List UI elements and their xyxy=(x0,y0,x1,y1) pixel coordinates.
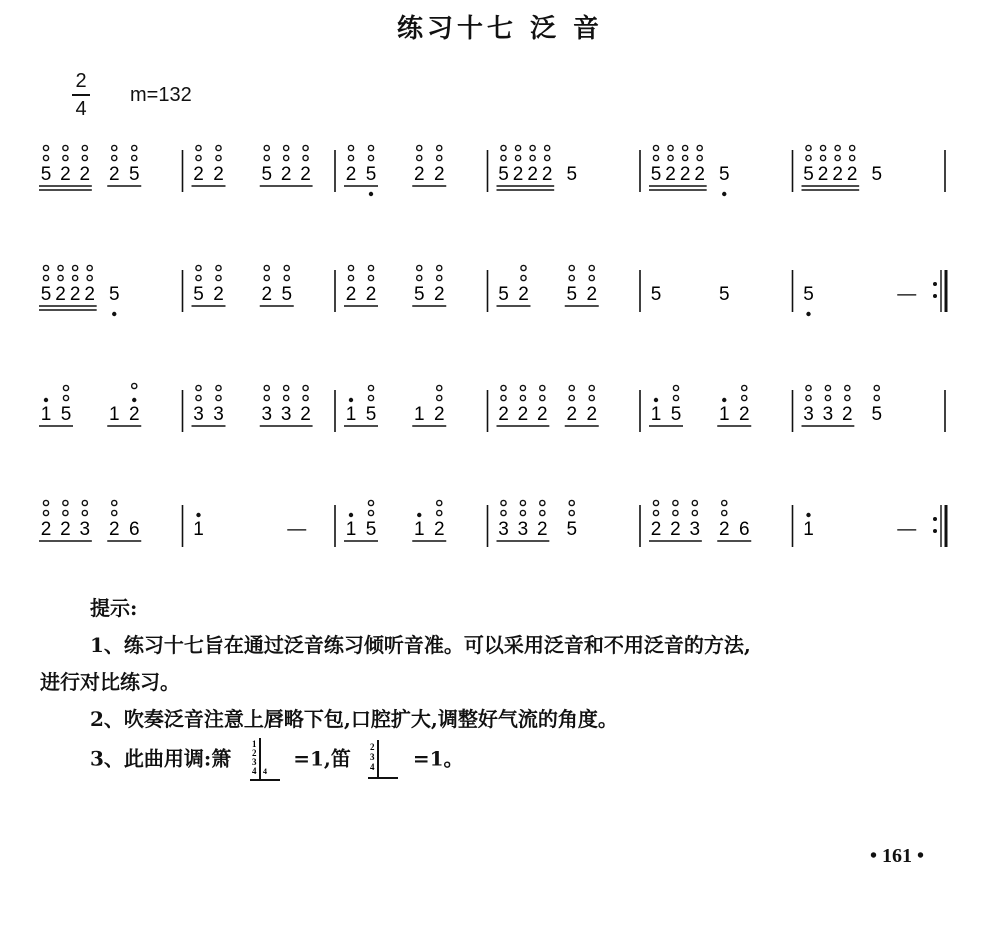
harmonic-circle xyxy=(569,510,574,515)
repeat-dot xyxy=(933,517,937,521)
harmonic-circle xyxy=(43,145,48,150)
octave-high-dot xyxy=(196,513,200,517)
note-digit: 5 xyxy=(365,519,377,540)
harmonic-circle xyxy=(673,395,678,400)
note-digit: 2 xyxy=(537,519,548,540)
harmonic-circle xyxy=(112,145,117,150)
harmonic-circle xyxy=(692,500,697,505)
note-digit: 2 xyxy=(433,164,445,185)
harmonic-circle xyxy=(530,155,535,160)
harmonic-circle xyxy=(132,383,137,388)
harmonic-circle xyxy=(845,385,850,390)
harmonic-circle xyxy=(520,500,525,505)
harmonic-circle xyxy=(87,265,92,270)
note-digit: 2 xyxy=(69,284,81,305)
note-digit: 1 xyxy=(718,404,730,425)
harmonic-circle xyxy=(348,275,353,280)
harmonic-circle xyxy=(835,145,840,150)
harmonic-circle xyxy=(303,155,308,160)
harmonic-circle xyxy=(264,385,269,390)
harmonic-circle xyxy=(43,510,48,515)
harmonic-circle xyxy=(437,385,442,390)
note-digit: 5 xyxy=(498,284,509,305)
repeat-dot xyxy=(933,529,937,533)
harmonic-circle xyxy=(845,395,850,400)
tip-1-continued: 进行对比练习。 xyxy=(40,670,180,694)
octave-high-dot xyxy=(806,513,810,517)
harmonic-circle xyxy=(530,145,535,150)
octave-high-dot xyxy=(132,398,136,402)
note-digit: 2 xyxy=(108,164,120,185)
harmonic-circle xyxy=(501,385,506,390)
note-digit: 2 xyxy=(433,404,445,425)
harmonic-circle xyxy=(82,155,87,160)
note-digit: 2 xyxy=(345,164,357,185)
di-finger: 4 xyxy=(369,762,375,772)
harmonic-circle xyxy=(63,155,68,160)
harmonic-circle xyxy=(63,395,68,400)
harmonic-circle xyxy=(825,395,830,400)
harmonic-circle xyxy=(303,395,308,400)
harmonic-circle xyxy=(112,510,117,515)
harmonic-circle xyxy=(264,395,269,400)
note-digit: 1 xyxy=(40,404,52,425)
harmonic-circle xyxy=(569,385,574,390)
harmonic-circle xyxy=(742,395,747,400)
note-digit: 2 xyxy=(832,164,843,185)
harmonic-circle xyxy=(501,510,506,515)
note-digit: 2 xyxy=(193,164,204,185)
harmonic-circle xyxy=(742,385,747,390)
harmonic-circle xyxy=(87,275,92,280)
note-digit: 5 xyxy=(566,284,578,305)
tip-3 xyxy=(40,738,990,782)
harmonic-circle xyxy=(668,145,673,150)
harmonic-circle xyxy=(806,395,811,400)
note-digit: 2 xyxy=(586,404,598,425)
harmonic-circle xyxy=(501,155,506,160)
harmonic-circle xyxy=(368,145,373,150)
note-digit: 5 xyxy=(60,404,72,425)
harmonic-circle xyxy=(216,145,221,150)
harmonic-circle xyxy=(589,265,594,270)
harmonic-circle xyxy=(653,500,658,505)
harmonic-circle xyxy=(348,145,353,150)
harmonic-circle xyxy=(132,155,137,160)
note-digit: 2 xyxy=(40,519,52,540)
harmonic-circle xyxy=(545,145,550,150)
note-digit: 2 xyxy=(84,284,95,305)
harmonic-circle xyxy=(348,155,353,160)
tempo-marking: m=132 xyxy=(130,84,192,106)
time-signature xyxy=(70,70,92,120)
note-digit: 2 xyxy=(679,164,691,185)
harmonic-circle xyxy=(437,500,442,505)
note-digit: 1 xyxy=(108,404,120,425)
note-digit: 2 xyxy=(842,404,853,425)
note-digit: 5 xyxy=(650,284,662,305)
harmonic-circle xyxy=(540,510,545,515)
note-digit: 2 xyxy=(261,284,273,305)
fraction-bar xyxy=(72,94,90,96)
harmonic-circle xyxy=(520,510,525,515)
di-fingering-svg xyxy=(358,738,406,782)
harmonic-circle xyxy=(540,395,545,400)
note-digit: 2 xyxy=(512,164,524,185)
harmonic-circle xyxy=(196,275,201,280)
harmonic-circle xyxy=(132,145,137,150)
xiao-fingering-svg xyxy=(238,738,286,782)
note-digit: 2 xyxy=(60,519,71,540)
note-digit: 3 xyxy=(498,519,509,540)
note-digit: 2 xyxy=(413,164,425,185)
tip-3-prefix: 3、此曲用调:箫 xyxy=(90,746,232,771)
note-digit: 5 xyxy=(261,164,273,185)
harmonic-circle xyxy=(806,145,811,150)
note-digit: 2 xyxy=(537,404,548,425)
xiao-finger-extra: 4 xyxy=(263,767,268,776)
harmonic-circle xyxy=(874,385,879,390)
harmonic-circle xyxy=(673,510,678,515)
harmonic-circle xyxy=(43,500,48,505)
harmonic-circle xyxy=(348,265,353,270)
harmonic-circle xyxy=(437,265,442,270)
note-digit: 2 xyxy=(670,519,681,540)
tip-2: 2、吹奏泛音注意上唇略下包,口腔扩大,调整好气流的角度。 xyxy=(90,707,618,731)
octave-high-dot xyxy=(349,398,353,402)
harmonic-circle xyxy=(216,155,221,160)
sustain-dash: — xyxy=(287,519,307,540)
note-digit: 5 xyxy=(650,164,662,185)
harmonic-circle xyxy=(501,395,506,400)
harmonic-circle xyxy=(569,395,574,400)
harmonic-circle xyxy=(806,385,811,390)
tip-3-di-equals: =1。 xyxy=(412,746,464,771)
harmonic-circle xyxy=(264,145,269,150)
harmonic-circle xyxy=(43,155,48,160)
harmonic-circle xyxy=(569,500,574,505)
note-digit: 2 xyxy=(365,284,377,305)
repeat-dot xyxy=(933,294,937,298)
harmonic-circle xyxy=(515,155,520,160)
harmonic-circle xyxy=(216,395,221,400)
note-digit: 1 xyxy=(345,404,357,425)
note-digit: 1 xyxy=(803,519,814,540)
note-digit: 6 xyxy=(738,519,750,540)
octave-high-dot xyxy=(417,513,421,517)
harmonic-circle xyxy=(692,510,697,515)
note-digit: 2 xyxy=(738,404,750,425)
note-digit: 2 xyxy=(586,284,598,305)
note-digit: 1 xyxy=(413,519,425,540)
octave-high-dot xyxy=(349,513,353,517)
harmonic-circle xyxy=(501,500,506,505)
harmonic-circle xyxy=(673,500,678,505)
note-digit: 2 xyxy=(665,164,676,185)
harmonic-circle xyxy=(196,265,201,270)
harmonic-circle xyxy=(437,145,442,150)
harmonic-circle xyxy=(683,145,688,150)
harmonic-circle xyxy=(82,510,87,515)
note-digit: 5 xyxy=(718,164,730,185)
note-digit: 3 xyxy=(822,404,834,425)
octave-low-dot xyxy=(722,192,726,196)
harmonic-circle xyxy=(368,500,373,505)
note-digit: 1 xyxy=(650,404,662,425)
harmonic-circle xyxy=(63,500,68,505)
note-digit: 5 xyxy=(40,164,52,185)
xiao-finger: 1 xyxy=(252,739,257,749)
note-digit: 5 xyxy=(871,404,883,425)
harmonic-circle xyxy=(417,275,422,280)
harmonic-circle xyxy=(653,155,658,160)
note-digit: 2 xyxy=(433,519,445,540)
harmonic-circle xyxy=(540,385,545,390)
note-digit: 1 xyxy=(413,404,425,425)
note-digit: 2 xyxy=(517,404,529,425)
tip-3-xiao-equals: =1,笛 xyxy=(293,746,351,771)
di-finger: 2 xyxy=(369,742,375,752)
harmonic-circle xyxy=(806,155,811,160)
harmonic-circle xyxy=(673,385,678,390)
harmonic-circle xyxy=(521,275,526,280)
note-digit: 5 xyxy=(498,164,509,185)
sustain-dash: — xyxy=(897,519,917,540)
harmonic-circle xyxy=(820,155,825,160)
harmonic-circle xyxy=(43,265,48,270)
note-digit: 5 xyxy=(718,284,730,305)
note-digit: 2 xyxy=(128,404,140,425)
xiao-finger: 2 xyxy=(252,748,257,758)
harmonic-circle xyxy=(264,265,269,270)
note-digit: 3 xyxy=(261,404,273,425)
harmonic-circle xyxy=(835,155,840,160)
page-title: 练习十七 泛 音 xyxy=(396,14,604,44)
note-digit: 2 xyxy=(60,164,71,185)
harmonic-circle xyxy=(284,395,289,400)
note-digit: 2 xyxy=(694,164,705,185)
harmonic-circle xyxy=(874,395,879,400)
note-digit: 3 xyxy=(193,404,204,425)
note-digit: 5 xyxy=(566,164,578,185)
note-digit: 3 xyxy=(213,404,224,425)
note-digit: 5 xyxy=(281,284,293,305)
harmonic-circle xyxy=(284,145,289,150)
harmonic-circle xyxy=(63,510,68,515)
harmonic-circle xyxy=(437,510,442,515)
harmonic-circle xyxy=(63,385,68,390)
time-signature-denominator: 4 xyxy=(75,98,87,120)
harmonic-circle xyxy=(521,265,526,270)
note-digit: 2 xyxy=(527,164,538,185)
note-digit: 3 xyxy=(280,404,292,425)
harmonic-circle xyxy=(653,510,658,515)
harmonic-circle xyxy=(368,265,373,270)
note-digit: 2 xyxy=(817,164,829,185)
note-digit: 2 xyxy=(433,284,445,305)
harmonic-circle xyxy=(73,265,78,270)
harmonic-circle xyxy=(368,275,373,280)
note-digit: 2 xyxy=(650,519,662,540)
harmonic-circle xyxy=(368,395,373,400)
note-digit: 2 xyxy=(300,164,311,185)
harmonic-circle xyxy=(63,145,68,150)
note-digit: 5 xyxy=(365,404,377,425)
time-signature-numerator: 2 xyxy=(75,70,87,92)
harmonic-circle xyxy=(417,145,422,150)
harmonic-circle xyxy=(264,275,269,280)
note-digit: 5 xyxy=(128,164,140,185)
harmonic-circle xyxy=(825,385,830,390)
harmonic-circle xyxy=(284,265,289,270)
harmonic-circle xyxy=(417,155,422,160)
octave-low-dot xyxy=(806,312,810,316)
note-digit: 2 xyxy=(345,284,357,305)
harmonic-circle xyxy=(82,145,87,150)
harmonic-circle xyxy=(303,145,308,150)
xiao-fingering-diagram xyxy=(238,738,286,782)
note-digit: 5 xyxy=(670,404,682,425)
harmonic-circle xyxy=(683,155,688,160)
note-digit: 2 xyxy=(280,164,292,185)
note-digit: 2 xyxy=(300,404,311,425)
harmonic-circle xyxy=(850,145,855,150)
harmonic-circle xyxy=(196,385,201,390)
note-digit: 3 xyxy=(517,519,529,540)
note-digit: 5 xyxy=(40,284,52,305)
note-digit: 2 xyxy=(108,519,120,540)
di-finger: 3 xyxy=(369,752,375,762)
note-digit: 3 xyxy=(79,519,91,540)
harmonic-circle xyxy=(284,155,289,160)
tip-1: 1、练习十七旨在通过泛音练习倾听音准。可以采用泛音和不用泛音的方法, xyxy=(90,633,751,657)
harmonic-circle xyxy=(368,155,373,160)
xiao-finger: 4 xyxy=(252,766,257,776)
harmonic-circle xyxy=(284,385,289,390)
note-digit: 5 xyxy=(566,519,578,540)
harmonic-circle xyxy=(284,275,289,280)
xiao-finger: 3 xyxy=(252,757,257,767)
harmonic-circle xyxy=(589,395,594,400)
octave-high-dot xyxy=(654,398,658,402)
harmonic-circle xyxy=(697,155,702,160)
harmonic-circle xyxy=(820,145,825,150)
harmonic-circle xyxy=(58,275,63,280)
harmonic-circle xyxy=(82,500,87,505)
harmonic-circle xyxy=(196,395,201,400)
harmonic-circle xyxy=(196,155,201,160)
harmonic-circle xyxy=(722,500,727,505)
note-digit: 2 xyxy=(79,164,91,185)
harmonic-circle xyxy=(569,265,574,270)
page-number: • 161 • xyxy=(870,845,925,867)
harmonic-circle xyxy=(303,385,308,390)
note-digit: 1 xyxy=(345,519,357,540)
octave-high-dot xyxy=(44,398,48,402)
harmonic-circle xyxy=(216,385,221,390)
harmonic-circle xyxy=(850,155,855,160)
note-digit: 2 xyxy=(718,519,730,540)
harmonic-circle xyxy=(501,145,506,150)
harmonic-circle xyxy=(437,155,442,160)
harmonic-circle xyxy=(520,385,525,390)
harmonic-circle xyxy=(653,145,658,150)
note-digit: 5 xyxy=(413,284,425,305)
tips-heading: 提示: xyxy=(90,596,138,620)
note-digit: 3 xyxy=(689,519,701,540)
harmonic-circle xyxy=(589,385,594,390)
harmonic-circle xyxy=(58,265,63,270)
tips-section xyxy=(40,590,990,782)
harmonic-circle xyxy=(722,510,727,515)
note-digit: 5 xyxy=(108,284,120,305)
note-digit: 5 xyxy=(365,164,377,185)
harmonic-circle xyxy=(668,155,673,160)
note-digit: 2 xyxy=(846,164,858,185)
octave-low-dot xyxy=(112,312,116,316)
harmonic-circle xyxy=(73,275,78,280)
harmonic-circle xyxy=(368,385,373,390)
note-digit: 6 xyxy=(128,519,140,540)
note-digit: 5 xyxy=(803,284,814,305)
di-fingering-diagram xyxy=(358,738,406,782)
harmonic-circle xyxy=(515,145,520,150)
repeat-dot xyxy=(933,282,937,286)
harmonic-circle xyxy=(216,265,221,270)
harmonic-circle xyxy=(437,275,442,280)
harmonic-circle xyxy=(540,500,545,505)
note-digit: 5 xyxy=(803,164,814,185)
note-digit: 5 xyxy=(193,284,204,305)
note-digit: 3 xyxy=(803,404,814,425)
harmonic-circle xyxy=(520,395,525,400)
note-digit: 2 xyxy=(541,164,553,185)
harmonic-circle xyxy=(196,145,201,150)
octave-low-dot xyxy=(369,192,373,196)
note-digit: 2 xyxy=(213,164,224,185)
note-digit: 2 xyxy=(213,284,224,305)
harmonic-circle xyxy=(569,275,574,280)
harmonic-circle xyxy=(264,155,269,160)
note-digit: 2 xyxy=(498,404,509,425)
note-digit: 5 xyxy=(871,164,883,185)
note-digit: 1 xyxy=(193,519,204,540)
harmonic-circle xyxy=(216,275,221,280)
note-digit: 2 xyxy=(566,404,578,425)
harmonic-circle xyxy=(43,275,48,280)
harmonic-circle xyxy=(417,265,422,270)
sustain-dash: — xyxy=(897,284,917,305)
jianpu-score xyxy=(0,130,1000,580)
note-digit: 2 xyxy=(55,284,66,305)
octave-high-dot xyxy=(722,398,726,402)
harmonic-circle xyxy=(437,395,442,400)
harmonic-circle xyxy=(589,275,594,280)
harmonic-circle xyxy=(112,500,117,505)
harmonic-circle xyxy=(368,510,373,515)
harmonic-circle xyxy=(545,155,550,160)
note-digit: 2 xyxy=(518,284,529,305)
harmonic-circle xyxy=(697,145,702,150)
harmonic-circle xyxy=(112,155,117,160)
